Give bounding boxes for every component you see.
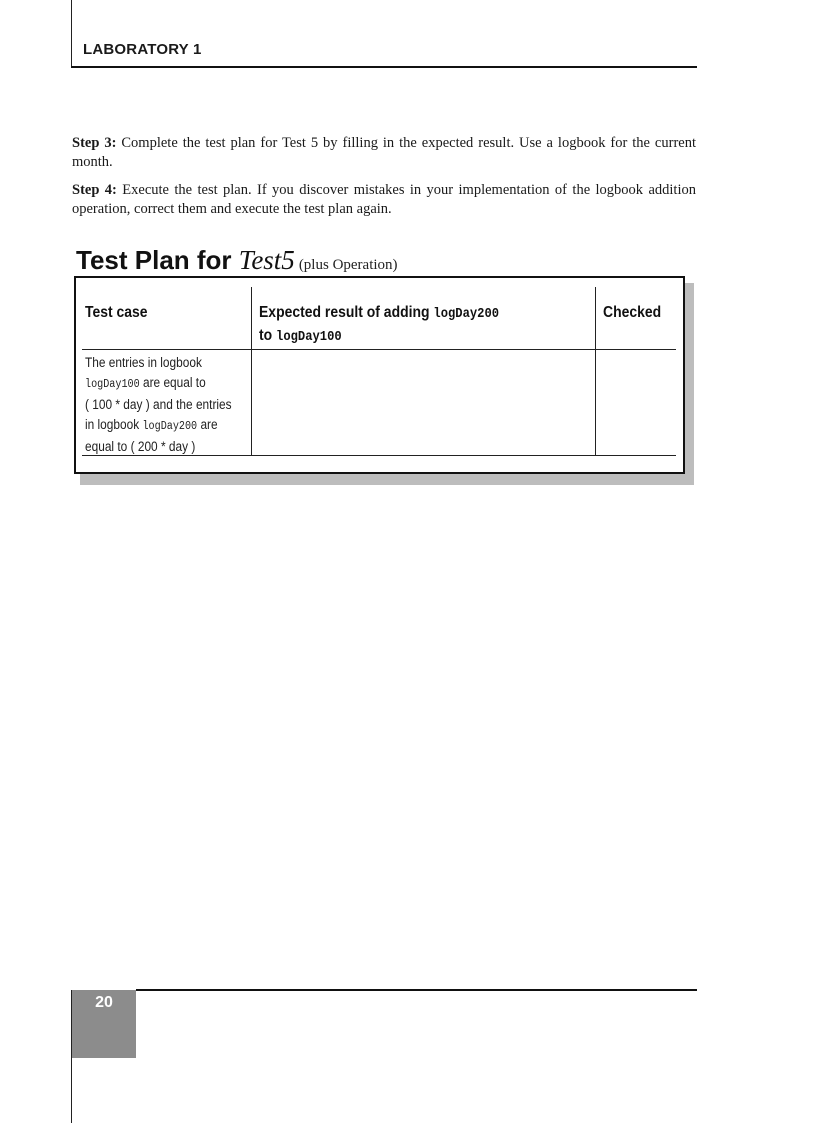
case-code-1: logDay100 [85, 378, 140, 391]
step-3-text: Complete the test plan for Test 5 by filling in the expected result. Use a logbook for the current month. [72, 135, 696, 170]
case-text-6: equal to ( 200 * day ) [85, 439, 196, 454]
step-3-paragraph [72, 134, 696, 172]
column-divider-1 [251, 287, 252, 456]
case-text-3: ( 100 * day ) and the entries [85, 397, 232, 412]
test-plan-title-prefix: Test Plan for [76, 245, 239, 275]
footer-rule [136, 989, 697, 991]
case-text-1: The entries in logbook [85, 355, 202, 370]
margin-line-bottom [71, 990, 72, 1123]
test-plan-title [76, 245, 398, 276]
test-plan-title-name: Test5 [238, 245, 295, 275]
expected-header-code-1: logDay200 [433, 307, 500, 322]
case-text-4: in logbook [85, 417, 143, 432]
table-row-checked-cell[interactable] [602, 354, 674, 450]
page-number: 20 [95, 994, 113, 1011]
column-header-test-case: Test case [85, 304, 148, 321]
expected-header-prefix: Expected result of adding [259, 304, 434, 321]
test-plan-title-suffix: (plus Operation) [298, 257, 398, 273]
case-text-2: are equal to [139, 375, 206, 390]
column-divider-2 [595, 287, 596, 456]
column-header-checked: Checked [603, 304, 662, 321]
case-code-2: logDay200 [142, 420, 198, 433]
step-4-label: Step 4: [72, 182, 117, 198]
margin-line-top [71, 0, 72, 68]
test-plan-table [74, 276, 685, 474]
expected-header-to: to [259, 327, 277, 344]
header-rule [71, 66, 697, 68]
step-4-text: Execute the test plan. If you discover mistakes in your implementation of the logbook addition operation, correct them and execute the test plan again. [72, 182, 696, 217]
table-row-test-case-cell [85, 353, 235, 457]
header-row-rule [82, 349, 676, 350]
running-head: LABORATORY 1 [83, 41, 202, 58]
column-header-expected-result [259, 302, 565, 348]
step-4-paragraph [72, 181, 696, 219]
case-text-5: are [197, 417, 218, 432]
expected-header-code-2: logDay100 [276, 330, 342, 345]
step-3-label: Step 3: [72, 135, 117, 151]
table-row-expected-cell[interactable] [258, 354, 588, 450]
